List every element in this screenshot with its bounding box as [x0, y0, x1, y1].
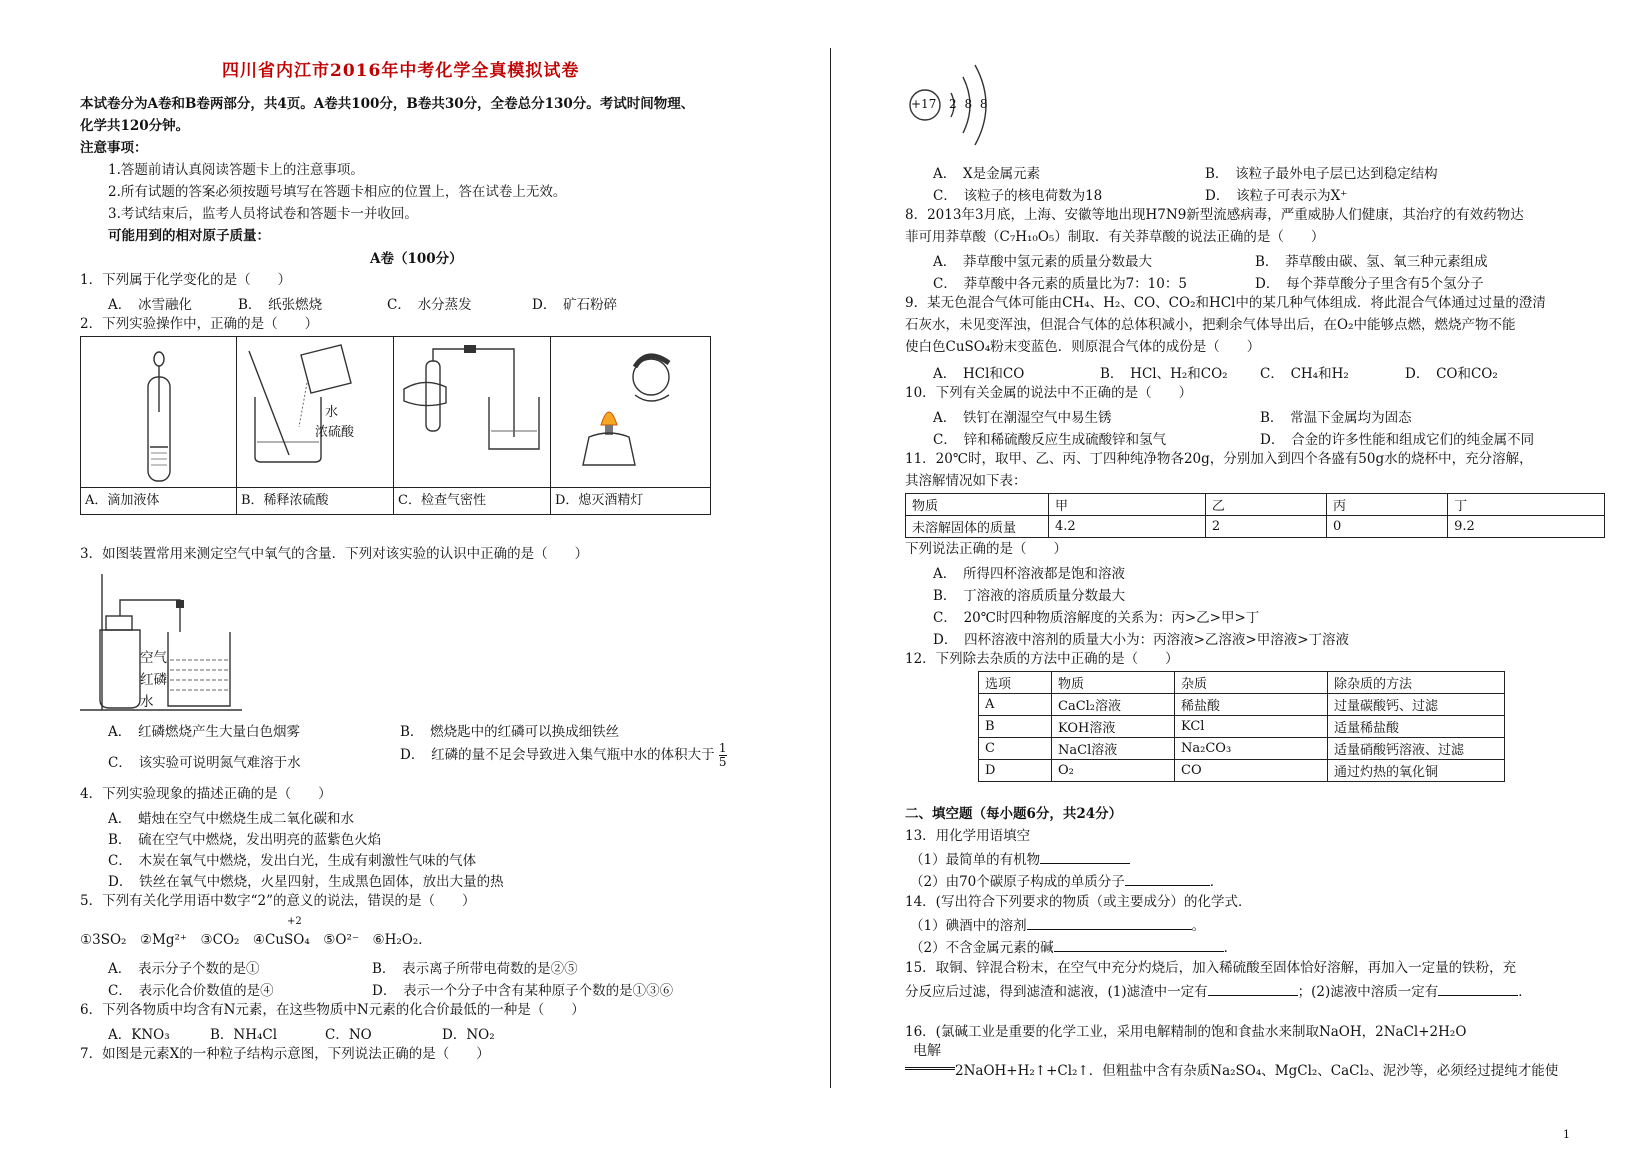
q13-item-2: （2）由70个碳原子构成的单质分子 ．: [910, 871, 1223, 891]
blank-line[interactable]: [1125, 871, 1210, 886]
blank-line[interactable]: [1040, 849, 1130, 864]
q12-table-header: [979, 672, 1505, 694]
table-cell: 适量稀盐酸: [1328, 716, 1505, 738]
q9-option-a: A． HCl和CO: [933, 366, 1025, 382]
q8-stem-2: 菲可用莽草酸（C₇H₁₀O₅）制取．有关莽草酸的说法正确的是（ ）: [905, 229, 1325, 245]
q4-option-c: C． 木炭在氧气中燃烧，发出白光，生成有刺激性气味的气体: [108, 853, 477, 869]
q1-option-d: D． 矿石粉碎: [532, 297, 618, 313]
q16-line-2: [905, 1062, 1558, 1080]
q15-line-2: 分反应后过滤，得到滤渣和滤液，(1)滤渣中一定有 ；(2)滤液中溶质一定有 ．: [905, 981, 1532, 1001]
q10-option-d: D． 合金的许多性能和组成它们的纯金属不同: [1260, 432, 1535, 448]
column-divider: [830, 48, 831, 1088]
q5-stem: 5．下列有关化学用语中数字“2”的意义的说法，错误的是（ ）: [80, 893, 476, 909]
electrolysis-condition: 电解: [913, 1043, 941, 1059]
q5-option-d: D． 表示一个分子中含有某种原子个数的是①③⑥: [372, 983, 674, 999]
q2-caption-b: B．稀释浓硫酸: [241, 493, 329, 508]
q11-stem-2: 其溶解情况如下表：: [905, 473, 1027, 489]
table-cell: CO: [1175, 760, 1328, 782]
table-cell: D: [979, 760, 1052, 782]
q3-option-b: B． 燃烧匙中的红磷可以换成细铁丝: [400, 724, 620, 740]
table-cell: 乙: [1205, 494, 1326, 516]
q12-table-row: [979, 738, 1505, 760]
q7-option-b: B． 该粒子最外电子层已达到稳定结构: [1205, 166, 1438, 182]
q13-item-2-text: （2）由70个碳原子构成的单质分子: [910, 874, 1125, 890]
blank-line[interactable]: [1208, 981, 1298, 996]
q6-option-d: D．NO₂: [442, 1027, 495, 1043]
q2-caption-d: D．熄灭酒精灯: [555, 493, 644, 508]
q7-stem: 7．如图是元素X的一种粒子结构示意图，下列说法正确的是（ ）: [80, 1046, 490, 1062]
table-cell: 9.2: [1448, 516, 1605, 538]
blank-line[interactable]: [1054, 937, 1224, 952]
label-red-phosphorus: 红磷: [140, 672, 167, 688]
notice-heading: 注意事项：: [80, 140, 148, 156]
table-cell: 杂质: [1175, 672, 1328, 694]
q3-option-d: [400, 742, 727, 769]
fraction-numerator: 1: [718, 741, 727, 755]
q5-option-b: B． 表示离子所带电荷数的是②⑤: [372, 961, 578, 977]
q9-option-b: B． HCl、H₂和CO₂: [1100, 366, 1228, 382]
q10-stem: 10．下列有关金属的说法中不正确的是（ ）: [905, 385, 1193, 401]
dilution-figure: [237, 337, 393, 488]
table-cell: 2: [1205, 516, 1326, 538]
atom-structure-figure: [905, 55, 1025, 155]
notice-item-3: 3.考试结束后，监考人员将试卷和答题卡一并收回。: [108, 206, 418, 222]
table-cell: 物质: [1052, 672, 1175, 694]
q11-table-header: [906, 494, 1605, 516]
table-cell: 丙: [1326, 494, 1447, 516]
atomic-mass-heading: 可能用到的相对原子质量：: [108, 228, 270, 244]
q11-option-d: D． 四杯溶液中溶剂的质量大小为：丙溶液>乙溶液>甲溶液>丁溶液: [933, 632, 1350, 648]
q12-table: [978, 671, 1505, 782]
q1-stem: 1．下列属于化学变化的是（ ）: [80, 272, 292, 288]
reaction-arrow-bar: [905, 1067, 955, 1076]
q8-option-a: A． 莽草酸中氢元素的质量分数最大: [933, 254, 1152, 270]
q16-line-1: 16．(氯碱工业是重要的化学工业，采用电解精制的饱和食盐水来制取NaOH，2NaCl+2H₂O: [905, 1024, 1467, 1040]
q10-option-c: C． 锌和稀硫酸反应生成硫酸锌和氢气: [933, 432, 1167, 448]
section-a-heading: A卷（100分）: [370, 251, 463, 267]
q1-option-a: A． 冰雪融化: [108, 297, 192, 313]
electron-shells: 2 8 8: [949, 97, 990, 111]
page-number: 1: [1563, 1128, 1570, 1141]
table-cell: C: [979, 738, 1052, 760]
table-cell: B: [979, 716, 1052, 738]
q3-stem: 3．如图装置常用来测定空气中氧气的含量．下列对该实验的认识中正确的是（ ）: [80, 546, 589, 562]
q8-option-c: C． 莽草酸中各元素的质量比为7：10：5: [933, 276, 1187, 292]
q14-item-1: （1）碘酒中的溶剂 。: [910, 915, 1205, 935]
label-water-q3: 水: [140, 694, 154, 710]
lamp-blow-figure: [551, 337, 710, 488]
q14-stem: 14．(写出符合下列要求的物质（或主要成分）的化学式．: [905, 894, 1252, 910]
table-cell: 稀盐酸: [1175, 694, 1328, 716]
table-cell: 适量硝酸钙溶液、过滤: [1328, 738, 1505, 760]
fraction-one-fifth: [719, 742, 727, 769]
q13-stem: 13．用化学用语填空: [905, 828, 1031, 844]
section-2-heading: 二、填空题（每小题6分，共24分）: [905, 806, 1123, 822]
q4-stem: 4．下列实验现象的描述正确的是（ ）: [80, 786, 332, 802]
cu-valence-mark: +2: [287, 916, 302, 927]
q10-option-a: A． 铁钉在潮湿空气中易生锈: [933, 410, 1112, 426]
q14-item-2-text: （2）不含金属元素的碱: [910, 940, 1054, 956]
table-cell: 甲: [1049, 494, 1206, 516]
table-cell: CaCl₂溶液: [1052, 694, 1175, 716]
page-title: 四川省内江市2016年中考化学全真模拟试卷: [222, 61, 580, 81]
q15-line-1: 15．取铜、锌混合粉末，在空气中充分灼烧后，加入稀硫酸至固体恰好溶解，再加入一定量的铁粉，充: [905, 960, 1517, 976]
q7-option-d: D． 该粒子可表示为X⁺: [1205, 188, 1348, 204]
table-cell: NaCl溶液: [1052, 738, 1175, 760]
nucleus-label: +17: [911, 97, 937, 111]
fraction-denominator: 5: [718, 755, 727, 769]
q9-stem-1: 9．某无色混合气体可能由CH₄、H₂、CO、CO₂和HCl中的某几种气体组成．将此混合气体通过过量的澄清: [905, 295, 1546, 311]
dropper-figure: [81, 337, 236, 488]
q6-stem: 6．下列各物质中均含有N元素，在这些物质中N元素的化合价最低的一种是（ ）: [80, 1002, 585, 1018]
q9-option-c: C． CH₄和H₂: [1260, 366, 1349, 382]
q4-option-b: B． 硫在空气中燃烧，发出明亮的蓝紫色火焰: [108, 832, 382, 848]
table-cell: O₂: [1052, 760, 1175, 782]
table-cell: KOH溶液: [1052, 716, 1175, 738]
table-cell: 0: [1326, 516, 1447, 538]
q1-option-b: B． 纸张燃烧: [238, 297, 323, 313]
q3-option-d-text: D． 红磷的量不足会导致进入集气瓶中水的体积大于: [400, 747, 715, 763]
intro-line-2: 化学共120分钟。: [80, 118, 190, 134]
blank-line[interactable]: [1438, 981, 1518, 996]
q12-table-row: [979, 694, 1505, 716]
q14-item-2: （2）不含金属元素的碱 ．: [910, 937, 1237, 957]
q7-option-c: C． 该粒子的核电荷数为18: [933, 188, 1103, 204]
q11-stem-3: 下列说法正确的是（ ）: [905, 541, 1067, 557]
q8-option-b: B． 莽草酸由碳、氢、氧三种元素组成: [1255, 254, 1488, 270]
q11-option-a: A． 所得四杯溶液都是饱和溶液: [933, 566, 1125, 582]
table-cell: KCl: [1175, 716, 1328, 738]
table-cell: 过量碳酸钙、过滤: [1328, 694, 1505, 716]
table-cell: 除杂质的方法: [1328, 672, 1505, 694]
q12-table-row: [979, 716, 1505, 738]
q11-table-row: [906, 516, 1605, 538]
q2-cell-b: [237, 337, 394, 515]
table-cell: 物质: [906, 494, 1049, 516]
q2-caption-c: C．检查气密性: [398, 493, 486, 508]
q4-option-d: D． 铁丝在氧气中燃烧，火星四射，生成黑色固体，放出大量的热: [108, 874, 504, 890]
q10-option-b: B． 常温下金属均为固态: [1260, 410, 1412, 426]
table-cell: 未溶解固体的质量: [906, 516, 1049, 538]
intro-line-1: 本试卷分为A卷和B卷两部分，共4页。A卷共100分，B卷共30分，全卷总分130分。考试时间物理、: [80, 96, 695, 112]
q3-option-a: A． 红磷燃烧产生大量白色烟雾: [108, 724, 300, 740]
table-cell: A: [979, 694, 1052, 716]
notice-item-1: 1.答题前请认真阅读答题卡上的注意事项。: [108, 162, 364, 178]
q16-line-2-text: 2NaOH+H₂↑+Cl₂↑．但粗盐中含有杂质Na₂SO₄、MgCl₂、CaCl₂、泥沙等，必须经过提纯才能使: [955, 1063, 1559, 1079]
q8-stem-1: 8．2013年3月底，上海、安徽等地出现H7N9新型流感病毒，严重威胁人们健康，其治疗的有效药物达: [905, 207, 1524, 223]
q12-table-row: [979, 760, 1505, 782]
q9-option-d: D． CO和CO₂: [1405, 366, 1498, 382]
label-water: 水: [325, 405, 339, 420]
q2-caption-a: A．滴加液体: [85, 493, 160, 508]
table-cell: 4.2: [1049, 516, 1206, 538]
q14-item-1-text: （1）碘酒中的溶剂: [910, 918, 1027, 934]
q2-cell-c: [394, 337, 551, 515]
q13-item-1: [910, 849, 1130, 869]
q5-option-a: A． 表示分子个数的是①: [108, 961, 260, 977]
oxygen-apparatus-figure: [80, 570, 245, 715]
table-cell: Na₂CO₃: [1175, 738, 1328, 760]
q8-option-d: D． 每个莽草酸分子里含有5个氢分子: [1255, 276, 1484, 292]
q5-option-c: C． 表示化合价数值的是④: [108, 983, 274, 999]
q2-cell-d: [551, 337, 711, 515]
q15-line-2-text: 分反应后过滤，得到滤渣和滤液，(1)滤渣中一定有: [905, 984, 1208, 1000]
blank-line[interactable]: [1027, 915, 1192, 930]
table-cell: 选项: [979, 672, 1052, 694]
table-cell: 通过灼热的氧化铜: [1328, 760, 1505, 782]
q9-stem-2: 石灰水，未见变浑浊，但混合气体的总体积减小，把剩余气体导出后，在O₂中能够点燃，燃烧产物不能: [905, 317, 1516, 333]
table-cell: 丁: [1448, 494, 1605, 516]
q12-stem: 12．下列除去杂质的方法中正确的是（ ）: [905, 651, 1179, 667]
q2-stem: 2．下列实验操作中，正确的是（ ）: [80, 316, 319, 332]
q2-figure-table: [80, 336, 711, 515]
q3-option-c: C． 该实验可说明氮气难溶于水: [108, 755, 301, 771]
q2-cell-a: [81, 337, 237, 515]
q9-stem-3: 使白色CuSO₄粉末变蓝色．则原混合气体的成份是（ ）: [905, 339, 1261, 355]
notice-item-2: 2.所有试题的答案必须按题号填写在答题卡相应的位置上，答在试卷上无效。: [108, 184, 567, 200]
label-air: 空气: [140, 650, 167, 666]
label-conc-acid: 浓硫酸: [315, 425, 355, 440]
airtight-check-figure: [394, 337, 550, 488]
q5-formulas: ①3SO₂ ②Mg²⁺ ③CO₂ ④CuSO₄ ⑤O²⁻ ⑥H₂O₂．: [80, 932, 432, 948]
q13-item-1-text: （1）最简单的有机物: [910, 852, 1041, 868]
q6-option-c: C．NO: [325, 1027, 372, 1043]
q7-option-a: A． X是金属元素: [933, 166, 1041, 182]
q15-line-3-text: ；(2)滤液中溶质一定有: [1297, 984, 1439, 1000]
q11-table: [905, 493, 1605, 538]
q11-stem-1: 11．20℃时，取甲、乙、丙、丁四种纯净物各20g，分别加入到四个各盛有50g水的烧杯中，充分溶解，: [905, 451, 1533, 467]
q6-option-a: A．KNO₃: [108, 1027, 170, 1043]
q4-option-a: A． 蜡烛在空气中燃烧生成二氧化碳和水: [108, 811, 354, 827]
q1-option-c: C． 水分蒸发: [387, 297, 472, 313]
q6-option-b: B．NH₄Cl: [210, 1027, 278, 1043]
q11-option-b: B． 丁溶液的溶质质量分数最大: [933, 588, 1126, 604]
q11-option-c: C． 20℃时四种物质溶解度的关系为：丙>乙>甲>丁: [933, 610, 1260, 626]
